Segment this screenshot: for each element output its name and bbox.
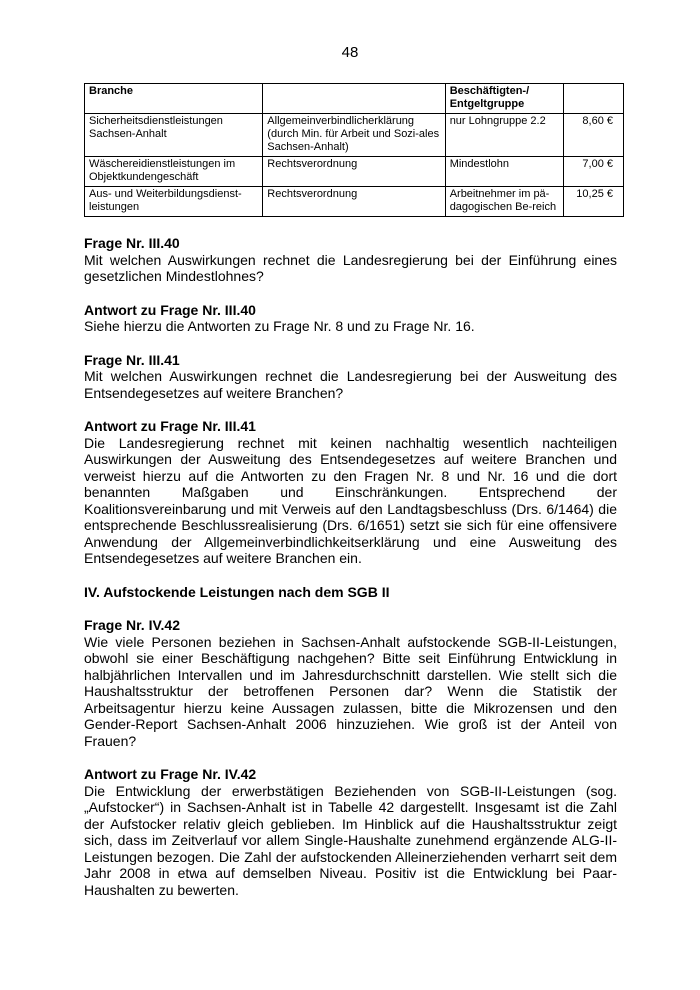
table-cell: Mindestlohn [445, 157, 563, 187]
table-row [85, 187, 624, 217]
page-number: 48 [341, 44, 359, 61]
table-row [85, 157, 624, 187]
question-heading: Frage Nr. III.40 [84, 235, 180, 251]
question-text: Mit welchen Auswirkungen rechnet die Landesregierung bei der Einführung eines gesetzlichen Mindestlohnes? [84, 251, 617, 284]
question-heading: Frage Nr. III.41 [84, 351, 180, 368]
table-cell: Rechtsverordnung [263, 157, 445, 187]
table-cell: nur Lohngruppe 2.2 [445, 114, 563, 157]
document-body [84, 235, 617, 915]
table-cell: Sicherheitsdienstleistungen Sachsen-Anhalt [85, 114, 263, 157]
question-heading: Frage Nr. IV.42 [84, 617, 180, 633]
question-text: Mit welchen Auswirkungen rechnet die Landesregierung bei der Ausweitung des Entsendegesetzes auf weitere Branchen? [84, 368, 617, 401]
section-title: IV. Aufstockende Leistungen nach dem SGB II [84, 583, 390, 600]
table-row [85, 114, 624, 157]
answer-text: Siehe hierzu die Antworten zu Frage Nr. 8 und zu Frage Nr. 16. [84, 318, 475, 334]
table-header-cell [563, 84, 623, 114]
answer-heading: Antwort zu Frage Nr. III.41 [84, 418, 256, 434]
table-cell: Arbeitnehmer im pä-dagogischen Be-reich [445, 187, 563, 217]
answer-text: Die Landesregierung rechnet mit keinen nachhaltig wesentlich nachteiligen Auswirkungen der Ausweitung des Entsendegesetzes auf weitere Branchen und verweist hierzu auf die Antworten zu den Fragen Nr. 8 und Nr. 16 und die dort benannten Maßgaben und Einschränkungen. Entsprechend der Koalitionsvereinbarung und mit Verweis auf den Landtagsbeschluss (Drs. 6/1464) die entsprechende Beschlussrealisierung (Drs. 6/1651) setzt sie sich für eine offensivere Anwendung der Allgemeinverbindlichkeitserklärung und eine Ausweitung des Entsendegesetzes auf weitere Branchen ein. [84, 434, 617, 566]
table-cell: 10,25 € [563, 187, 623, 217]
table-cell: Aus- und Weiterbildungsdienst-leistungen [85, 187, 263, 217]
question-text: Wie viele Personen beziehen in Sachsen-Anhalt aufstockende SGB-II-Leistungen, obwohl sie einer Beschäftigung nachgehen? Bitte seit Einführung Entwicklung in halbjährlichen Intervallen und im Jahresdurchschnitt darstellen. Wie stellt sich die Haushaltsstruktur der betroffenen Personen dar? Wenn die Statistik der Arbeitsagentur hierzu keine Aussagen zulassen, bitte die Mikrozensen und den Gender-Report Sachsen-Anhalt 2006 hinzuziehen. Wie groß ist der Anteil von Frauen? [84, 633, 617, 749]
table-cell: Rechtsverordnung [263, 187, 445, 217]
table-header-cell: Branche [85, 84, 263, 114]
answer-heading: Antwort zu Frage Nr. IV.42 [84, 766, 257, 782]
table-cell: Wäschereidienstleistungen im Objektkundengeschäft [85, 157, 263, 187]
table-cell: 8,60 € [563, 114, 623, 157]
table-cell: Allgemeinverbindlicherklärung (durch Min. für Arbeit und Sozi-ales Sachsen-Anhalt) [263, 114, 445, 157]
table-header-cell [263, 84, 445, 114]
answer-text: Die Entwicklung der erwerbstätigen Beziehenden von SGB-II-Leistungen (sog. „Aufstocker“) in Sachsen-Anhalt ist in Tabelle 42 dargestellt. Insgesamt ist die Zahl der Aufstocker relativ gleich geblieben. Im Hinblick auf die Haushaltsstruktur zeigt sich, dass im Zeitverlauf vor allem Single-Haushalte zunehmend ergänzende ALG-II-Leistungen bezogen. Die Zahl der aufstockenden Alleinerziehenden verharrt seit dem Jahr 2008 in etwa auf demselben Niveau. Positiv ist die Entwicklung bei Paar-Haushalten zu bewerten. [84, 782, 617, 898]
table-cell: 7,00 € [563, 157, 623, 187]
table-header-cell: Beschäftigten-/ Entgeltgruppe [445, 84, 563, 114]
branch-table [84, 83, 624, 217]
table-header-row [85, 84, 624, 114]
answer-heading: Antwort zu Frage Nr. III.40 [84, 301, 256, 318]
